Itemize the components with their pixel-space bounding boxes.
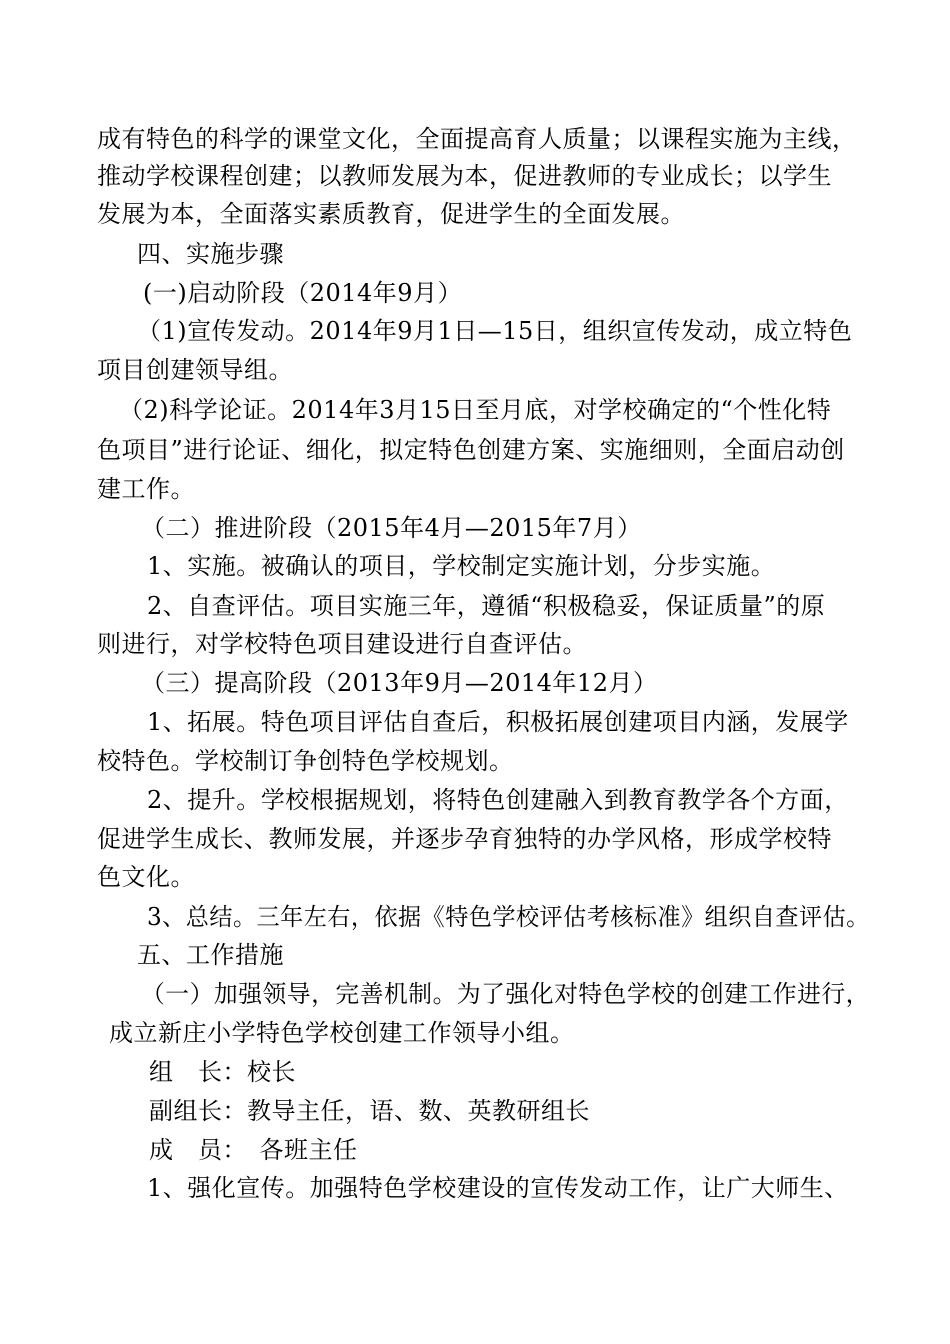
section-heading: 四、实施步骤	[137, 240, 284, 268]
text-line: （一）加强领导，完善机制。为了强化对特色学校的创建工作进行，	[141, 980, 870, 1008]
text-line: 发展为本，全面落实素质教育，促进学生的全面发展。	[97, 200, 685, 228]
text-line: 1、实施。被确认的项目，学校制定实施计划，分步实施。	[147, 552, 776, 580]
text-line: 2、自查评估。项目实施三年，遵循“积极稳妥，保证质量”的原	[147, 592, 826, 620]
text-line: 1、强化宣传。加强特色学校建设的宣传发动工作，让广大师生、	[147, 1174, 849, 1202]
text-line: 成有特色的科学的课堂文化，全面提高育人质量；以课程实施为主线，	[97, 125, 857, 153]
text-line: （2)科学论证。2014年3月15日至月底，对学校确定的“个性化特	[119, 396, 832, 424]
text-line: 色项目”进行论证、细化，拟定特色创建方案、实施细则，全面启动创	[97, 436, 845, 464]
text-line: 校特色。学校制订争创特色学校规划。	[97, 747, 514, 775]
text-line: 3、总结。三年左右，依据《特色学校评估考核标准》组织自查评估。	[147, 903, 870, 931]
text-line: 促进学生成长、教师发展，并逐步孕育独特的办学风格，形成学校特	[97, 825, 832, 853]
text-line: 色文化。	[97, 863, 195, 891]
subsection-heading: （三）提高阶段（2013年9月—2014年12月）	[141, 669, 658, 697]
text-line: 成立新庄小学特色学校创建工作领导小组。	[109, 1019, 575, 1047]
text-line: 组 长：校长	[149, 1058, 296, 1086]
subsection-heading: （二）推进阶段（2015年4月—2015年7月）	[141, 514, 642, 542]
text-line: 推动学校课程创建；以教师发展为本，促进教师的专业成长；以学生	[97, 162, 832, 190]
section-heading: 五、工作措施	[137, 941, 284, 969]
text-line: 2、提升。学校根据规划，将特色创建融入到教育教学各个方面，	[147, 786, 849, 814]
text-line: 则进行，对学校特色项目建设进行自查评估。	[97, 630, 587, 658]
text-line: 项目创建领导组。	[97, 356, 293, 384]
text-line: 1、拓展。特色项目评估自查后，积极拓展创建项目内涵，发展学	[147, 708, 849, 736]
text-line: 建工作。	[97, 475, 195, 503]
text-line: 成 员： 各班主任	[149, 1136, 358, 1164]
text-line: （1)宣传发动。2014年9月1日—15日，组织宣传发动，成立特色	[137, 317, 853, 345]
subsection-heading: (一)启动阶段（2014年9月）	[143, 279, 463, 307]
text-line: 副组长：教导主任，语、数、英教研组长	[149, 1097, 590, 1125]
